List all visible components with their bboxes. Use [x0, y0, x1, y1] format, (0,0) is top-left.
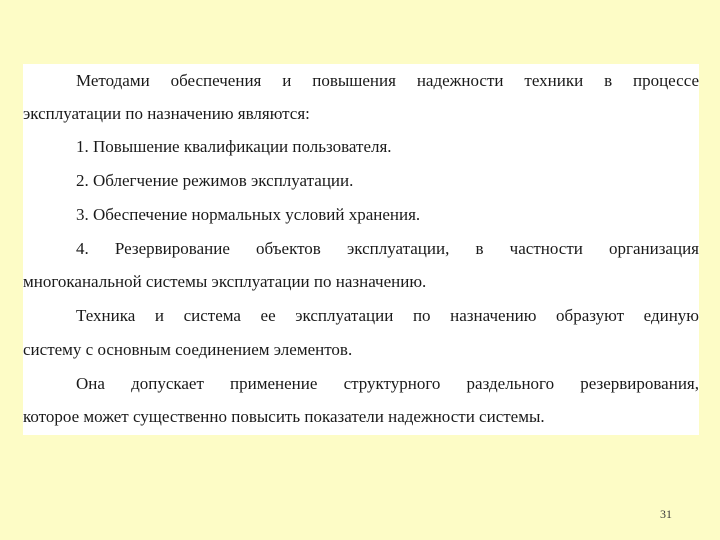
paragraph-intro-line-1: Методами обеспечения и повышения надежности техники в процессе [76, 71, 699, 90]
list-item-3: 3. Обеспечение нормальных условий хранения. [76, 205, 421, 224]
slide-number: 31 [660, 507, 672, 521]
paragraph-intro-line-2: эксплуатации по назначению являются: [23, 104, 310, 123]
list-item-4-line-1: 4. Резервирование объектов эксплуатации, в частности организация [76, 239, 699, 258]
list-item-2: 2. Облегчение режимов эксплуатации. [76, 171, 354, 190]
list-item-4-line-2: многоканальной системы эксплуатации по назначению. [23, 272, 427, 291]
paragraph-redundancy-line-2: которое может существенно повысить показатели надежности системы. [23, 407, 545, 426]
paragraph-system-line-2: систему с основным соединением элементов. [23, 340, 353, 359]
document-panel [23, 64, 699, 435]
paragraph-system-line-1: Техника и система ее эксплуатации по назначению образуют единую [76, 306, 699, 325]
paragraph-redundancy-line-1: Она допускает применение структурного раздельного резервирования, [76, 374, 699, 393]
list-item-1: 1. Повышение квалификации пользователя. [76, 137, 392, 156]
